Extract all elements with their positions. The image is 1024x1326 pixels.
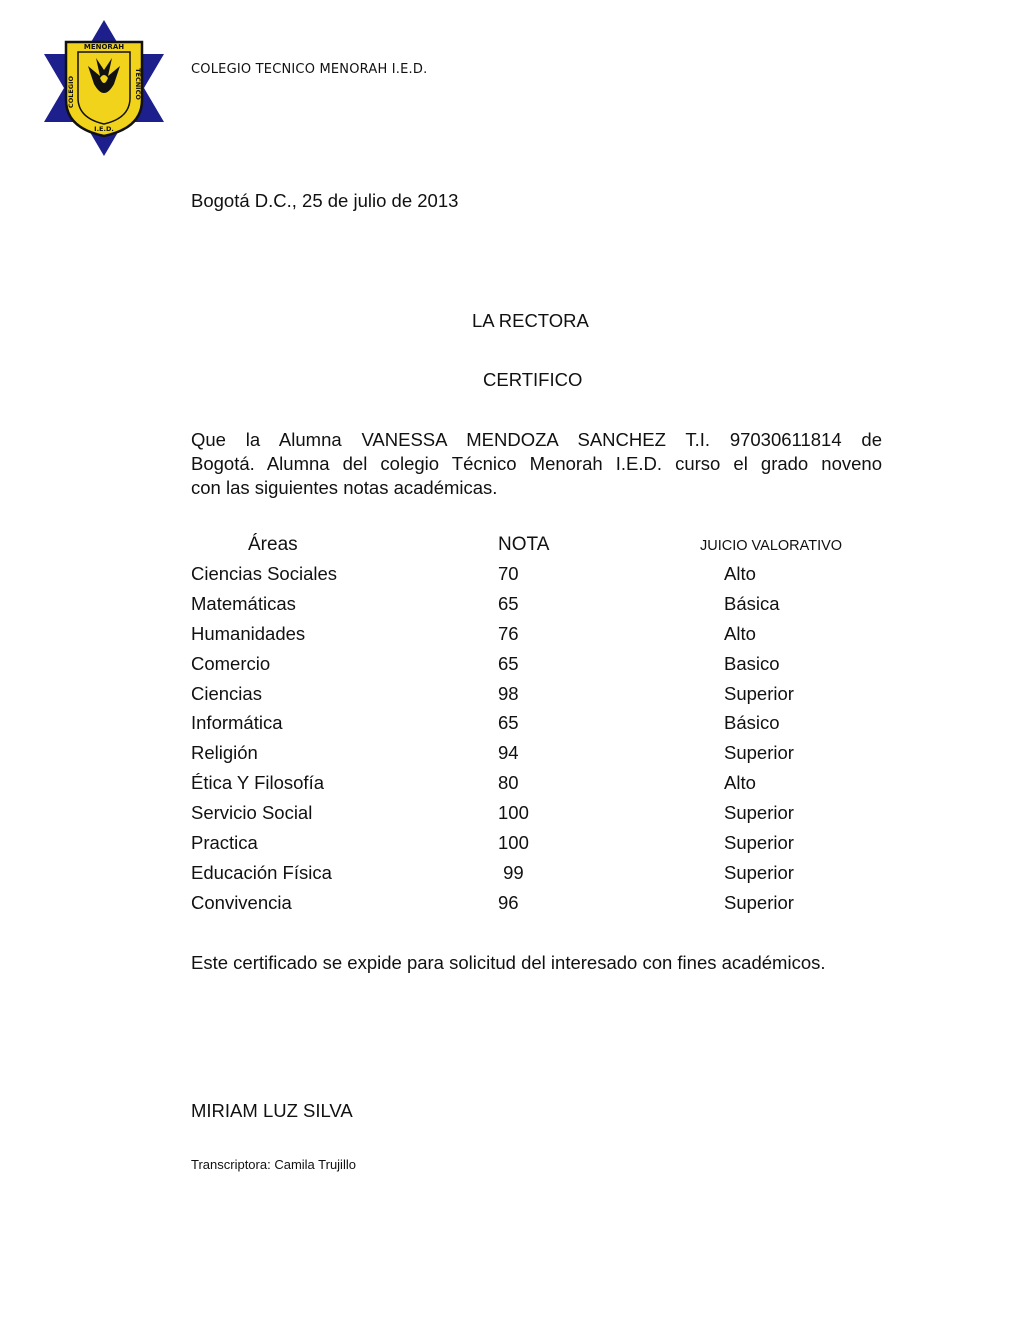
table-row	[0, 892, 1024, 922]
row-area: Comercio	[191, 652, 271, 674]
paragraph-line: Bogotá. Alumna del colegio Técnico Menorah I.E.D. curso el grado noveno	[191, 453, 882, 474]
row-area: Ciencias Sociales	[191, 563, 338, 584]
document-subtitle: CERTIFICO	[483, 369, 583, 390]
row-area: Educación Física	[191, 861, 332, 883]
header-nota: NOTA	[498, 534, 550, 555]
row-nota: 65	[498, 712, 519, 734]
table-row	[0, 742, 1024, 772]
closing-statement: Este certificado se expide para solicitud del interesado con fines académicos.	[191, 952, 826, 973]
row-juicio: Alto	[724, 563, 756, 584]
row-nota: 99	[498, 861, 524, 883]
row-nota: 100	[498, 802, 529, 824]
table-row	[0, 772, 1024, 802]
table-row	[0, 593, 1024, 623]
row-area: Convivencia	[191, 891, 292, 913]
row-juicio: Superior	[724, 891, 794, 913]
row-juicio: Alto	[724, 772, 756, 794]
row-area: Ciencias	[191, 682, 262, 704]
row-nota: 80	[498, 772, 519, 794]
table-row	[0, 832, 1024, 862]
row-juicio: Superior	[724, 742, 794, 764]
grades-table	[0, 563, 1024, 922]
row-area: Religión	[191, 742, 258, 764]
row-nota: 70	[498, 563, 519, 584]
table-row	[0, 623, 1024, 653]
row-nota: 96	[498, 891, 519, 913]
row-area: Matemáticas	[191, 592, 296, 614]
school-name-header: COLEGIO TECNICO MENORAH I.E.D.	[191, 62, 428, 77]
transcriber-note: Transcriptora: Camila Trujillo	[191, 1157, 356, 1172]
row-nota: 94	[498, 742, 519, 764]
row-juicio: Básica	[724, 592, 780, 614]
signer-name: MIRIAM LUZ SILVA	[191, 1100, 353, 1121]
certification-paragraph	[191, 428, 882, 500]
crest-text-top: MENORAH	[83, 43, 125, 51]
row-juicio: Basico	[724, 652, 780, 674]
row-nota: 65	[498, 592, 519, 614]
paragraph-line: con las siguientes notas académicas.	[191, 477, 498, 498]
row-nota: 98	[498, 682, 519, 704]
grades-table-header	[0, 534, 1024, 558]
row-juicio: Alto	[724, 622, 756, 644]
table-row	[0, 653, 1024, 683]
school-crest-star-icon	[42, 18, 166, 158]
row-area: Ética Y Filosofía	[191, 772, 324, 794]
table-row	[0, 802, 1024, 832]
row-nota: 65	[498, 652, 519, 674]
date-line: Bogotá D.C., 25 de julio de 2013	[191, 190, 459, 211]
row-juicio: Superior	[724, 682, 794, 704]
table-row	[0, 563, 1024, 593]
row-nota: 100	[498, 832, 529, 854]
header-juicio: JUICIO VALORATIVO	[700, 538, 843, 554]
row-nota: 76	[498, 622, 519, 644]
row-area: Humanidades	[191, 622, 306, 644]
crest-text-bottom: I.E.D.	[94, 125, 114, 133]
table-row	[0, 683, 1024, 713]
crest-text-right: TECNICO	[134, 68, 142, 100]
row-juicio: Superior	[724, 832, 794, 854]
paragraph-line: Que la Alumna VANESSA MENDOZA SANCHEZ T.I. 97030611814 de	[191, 429, 882, 450]
row-area: Practica	[191, 832, 258, 854]
row-juicio: Superior	[724, 861, 794, 883]
row-area: Informática	[191, 712, 283, 734]
row-juicio: Básico	[724, 712, 780, 734]
table-row	[0, 862, 1024, 892]
document-title: LA RECTORA	[472, 310, 589, 331]
crest-text-left: COLEGIO	[67, 75, 75, 109]
header-areas: Áreas	[248, 534, 298, 555]
row-juicio: Superior	[724, 802, 794, 824]
table-row	[0, 712, 1024, 742]
row-area: Servicio Social	[191, 802, 313, 824]
